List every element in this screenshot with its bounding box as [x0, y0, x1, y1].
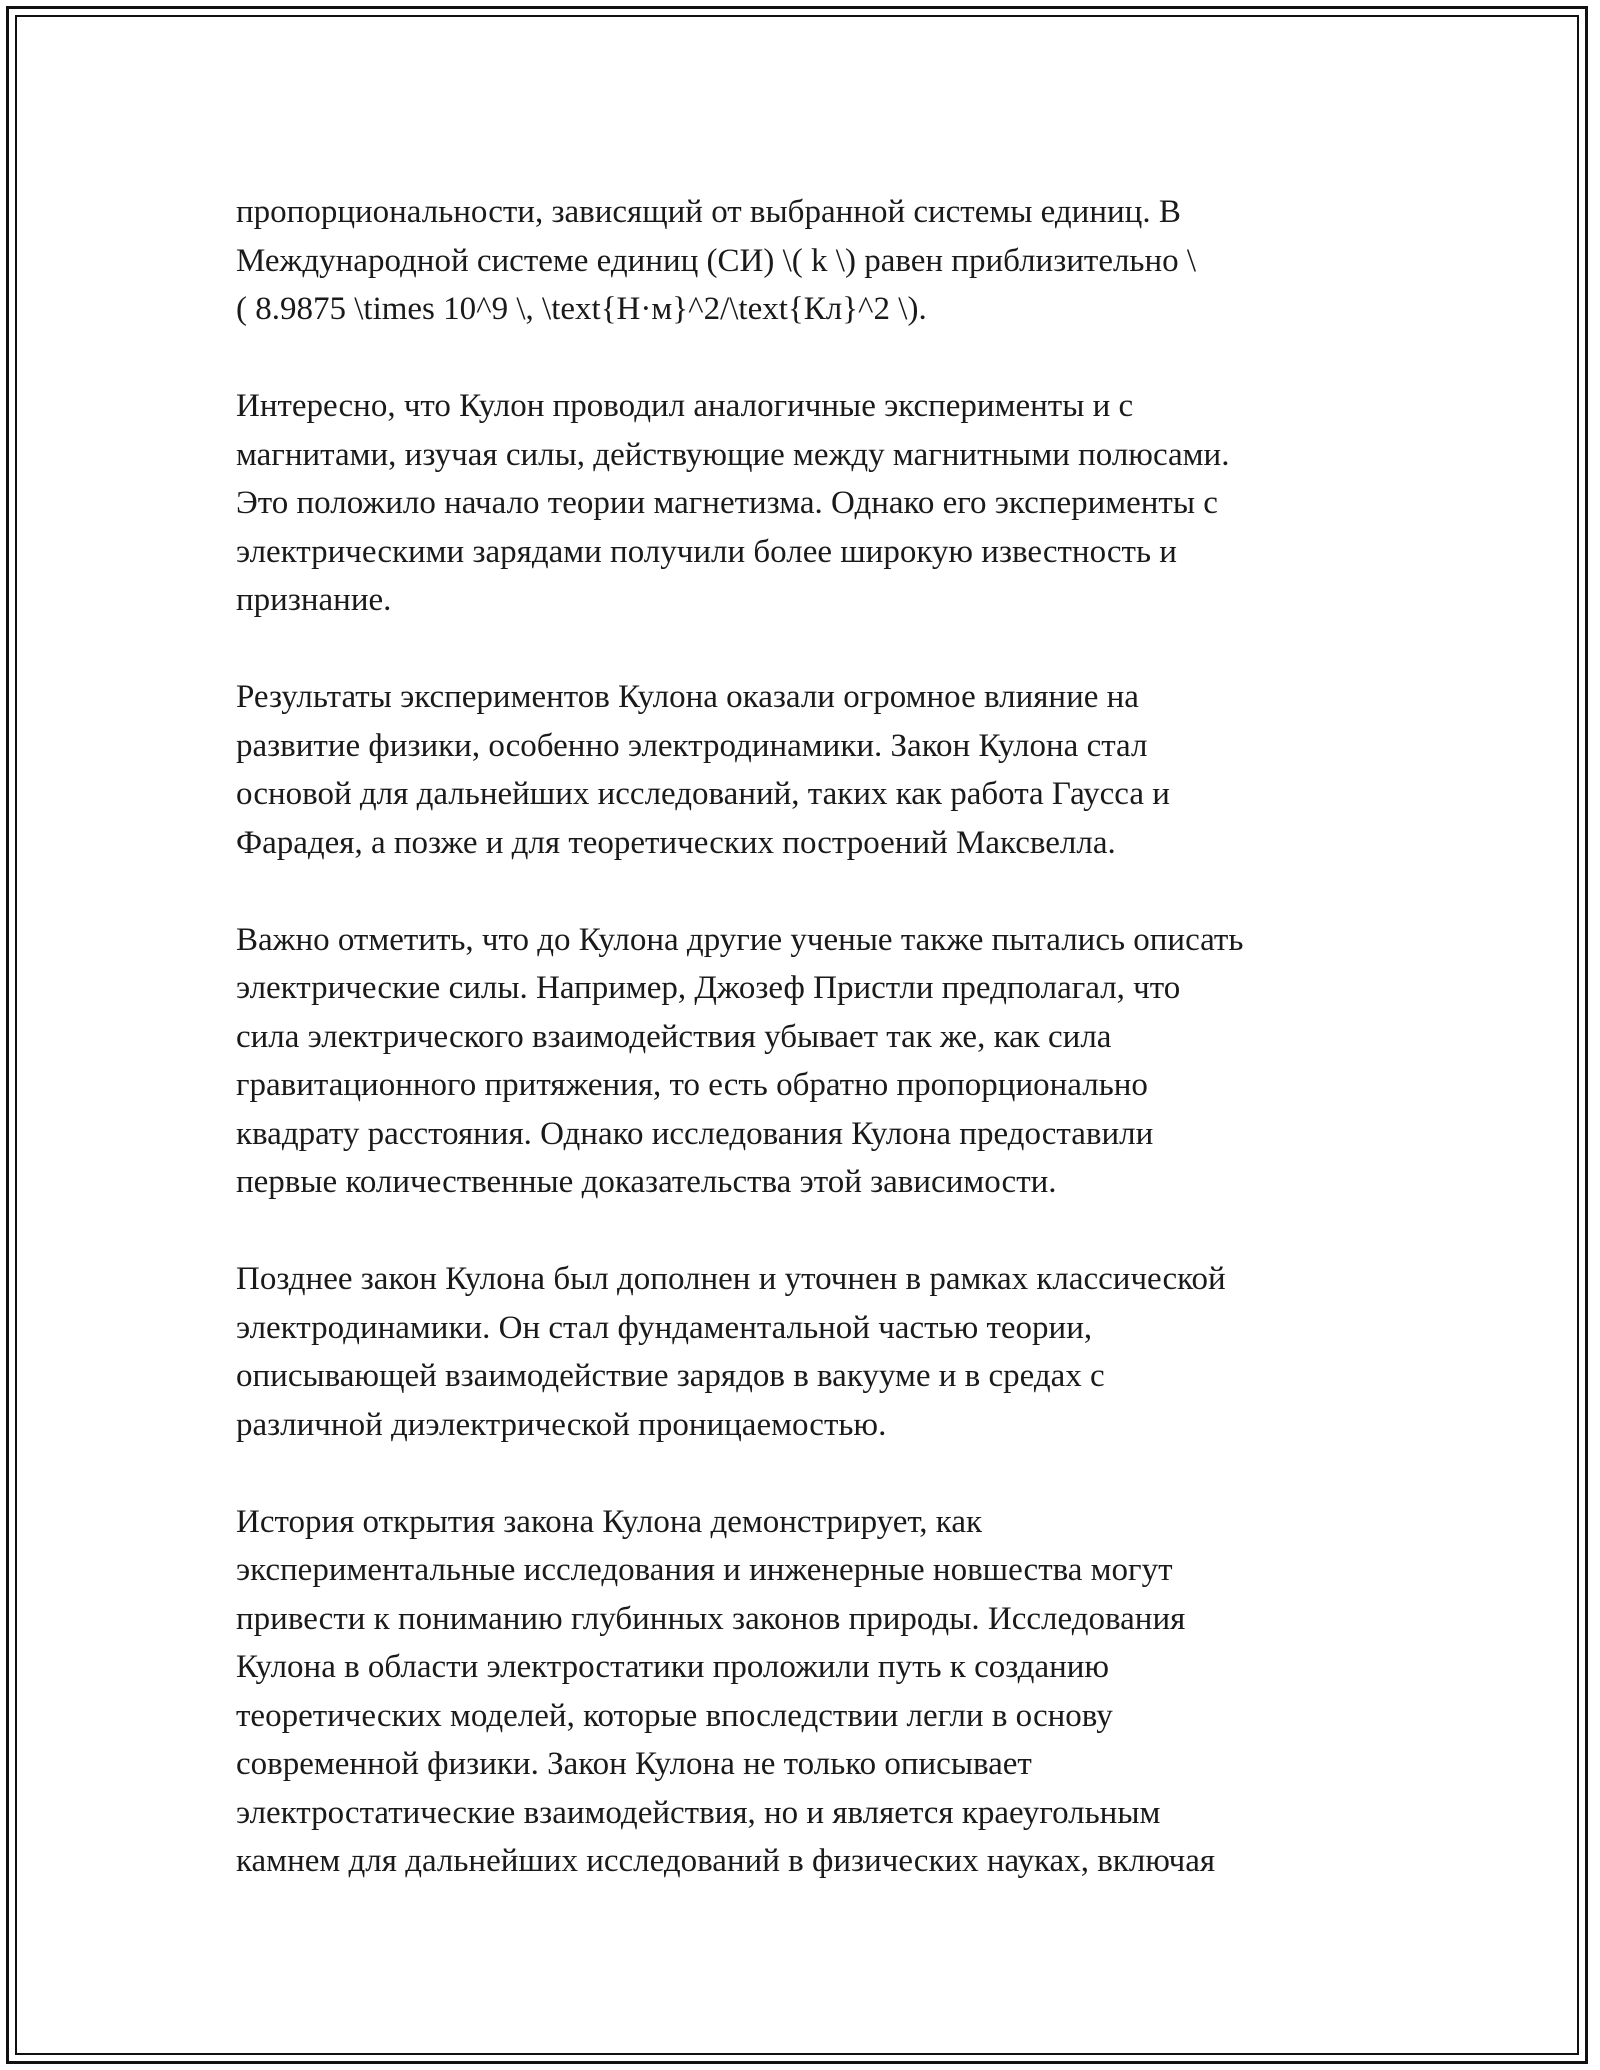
text-line: современной физики. Закон Кулона не только описывает [236, 1746, 1032, 1782]
text-line: электрическими зарядами получили более широкую известность и [236, 533, 1177, 570]
text-line: развитие физики, особенно электродинамики. Закон Кулона стал [236, 727, 1148, 764]
text-line: Интересно, что Кулон проводил аналогичные эксперименты и с [236, 388, 1134, 424]
text-line: ( 8.9875 \times 10^9 \, \text{Н·м}^2/\text{Кл}^2 \). [236, 291, 927, 327]
text-line: различной диэлектрической проницаемостью. [236, 1406, 887, 1443]
text-line: камнем для дальнейших исследований в физических науках, включая [236, 1843, 1216, 1879]
text-line: привести к пониманию глубинных законов природы. Исследования [236, 1600, 1186, 1637]
text-line: Кулона в области электростатики проложили путь к созданию [236, 1649, 1110, 1685]
text-line: Важно отметить, что до Кулона другие ученые также пытались описать [236, 921, 1244, 958]
text-line: История открытия закона Кулона демонстрирует, как [236, 1503, 982, 1540]
text-line: Это положило начало теории магнетизма. Однако его эксперименты с [236, 485, 1218, 521]
text-line: экспериментальные исследования и инженерные новшества могут [236, 1552, 1173, 1588]
paragraph [236, 1498, 1366, 1886]
text-line: квадрату расстояния. Однако исследования Кулона предоставили [236, 1115, 1154, 1152]
text-line: Результаты экспериментов Кулона оказали огромное влияние на [236, 679, 1139, 715]
paragraph [236, 916, 1366, 1207]
text-line: основой для дальнейших исследований, таких как работа Гаусса и [236, 776, 1170, 812]
text-line: сила электрического взаимодействия убывает так же, как сила [236, 1018, 1112, 1055]
text-line: признание. [236, 582, 392, 618]
paragraph [236, 1255, 1366, 1449]
text-line: электродинамики. Он стал фундаментальной частью теории, [236, 1309, 1093, 1346]
text-line: электростатические взаимодействия, но и является краеугольным [236, 1794, 1161, 1831]
document-body [236, 188, 1366, 1934]
paragraph [236, 382, 1366, 625]
text-line: гравитационного притяжения, то есть обратно пропорционально [236, 1067, 1148, 1103]
paragraph [236, 673, 1366, 867]
text-line: магнитами, изучая силы, действующие между магнитными полюсами. [236, 436, 1230, 473]
paragraph [236, 188, 1366, 334]
text-line: Фарадея, а позже и для теоретических построений Максвелла. [236, 824, 1116, 861]
text-line: электрические силы. Например, Джозеф Пристли предполагал, что [236, 970, 1181, 1006]
text-line: пропорциональности, зависящий от выбранной системы единиц. В [236, 194, 1181, 230]
text-line: теоретических моделей, которые впоследствии легли в основу [236, 1697, 1113, 1734]
text-line: Международной системе единиц (СИ) \( k \) равен приблизительно \ [236, 242, 1197, 279]
text-line: Позднее закон Кулона был дополнен и уточнен в рамках классической [236, 1261, 1226, 1297]
text-line: описывающей взаимодействие зарядов в вакууме и в средах с [236, 1358, 1105, 1394]
text-line: первые количественные доказательства этой зависимости. [236, 1164, 1057, 1200]
